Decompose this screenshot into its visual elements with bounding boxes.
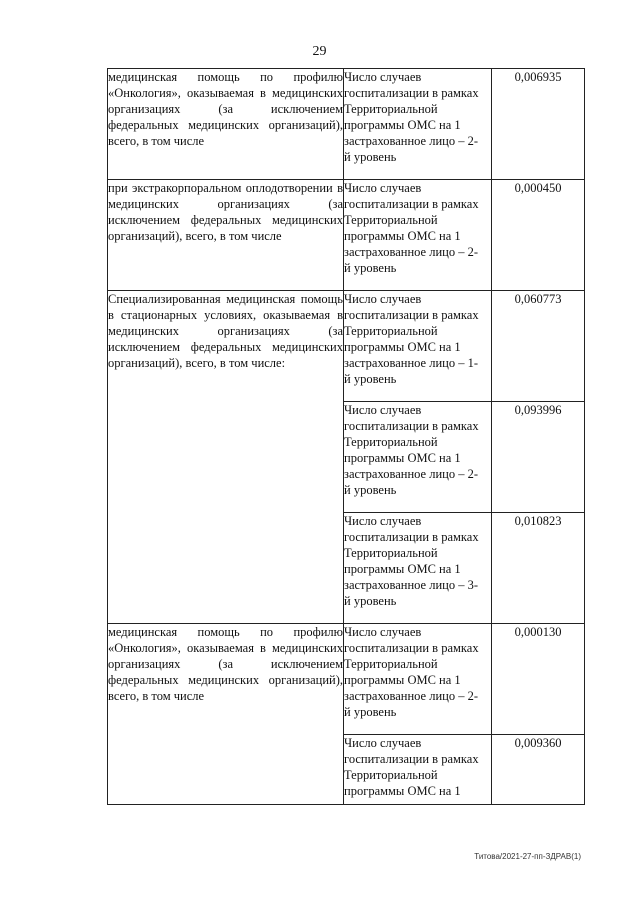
row-indicator: Число случаев госпитализации в рамках Территориальной программы ОМС на 1 застрахованное лицо – 1- й уровень (344, 291, 492, 402)
row-description: при экстракорпоральном оплодотворении в медицинских организациях (за исключением федеральных медицинских организаций), всего, в том числе (108, 180, 344, 291)
table-row (108, 180, 585, 291)
row-value: 0,060773 (492, 291, 585, 402)
table-row (108, 624, 585, 735)
row-indicator: Число случаев госпитализации в рамках Территориальной программы ОМС на 1 (344, 735, 492, 805)
row-value: 0,000130 (492, 624, 585, 735)
row-description: Специализированная медицинская помощь в стационарных условиях, оказываемая в медицинских организациях (за исключением федеральных медицинских организаций), всего, в том числе: (108, 291, 344, 624)
row-description: медицинская помощь по профилю «Онкология», оказываемая в медицинских организациях (за исключением федеральных медицинских организаций), всего, в том числе (108, 624, 344, 805)
table-row (108, 291, 585, 402)
row-indicator: Число случаев госпитализации в рамках Территориальной программы ОМС на 1 застрахованное лицо – 2- й уровень (344, 402, 492, 513)
indicator-table (107, 68, 585, 805)
row-indicator: Число случаев госпитализации в рамках Территориальной программы ОМС на 1 застрахованное лицо – 2- й уровень (344, 180, 492, 291)
row-indicator: Число случаев госпитализации в рамках Территориальной программы ОМС на 1 застрахованное лицо – 2- й уровень (344, 69, 492, 180)
table-row (108, 69, 585, 180)
row-description: медицинская помощь по профилю «Онкология», оказываемая в медицинских организациях (за исключением федеральных медицинских организаций), всего, в том числе (108, 69, 344, 180)
row-value: 0,010823 (492, 513, 585, 624)
row-value: 0,000450 (492, 180, 585, 291)
page-number: 29 (312, 44, 327, 59)
row-indicator: Число случаев госпитализации в рамках Территориальной программы ОМС на 1 застрахованное лицо – 2- й уровень (344, 624, 492, 735)
row-indicator: Число случаев госпитализации в рамках Территориальной программы ОМС на 1 застрахованное лицо – 3- й уровень (344, 513, 492, 624)
document-footer: Титова/2021-27-пп-ЗДРАВ(1) (474, 852, 581, 861)
row-value: 0,009360 (492, 735, 585, 805)
row-value: 0,093996 (492, 402, 585, 513)
row-value: 0,006935 (492, 69, 585, 180)
